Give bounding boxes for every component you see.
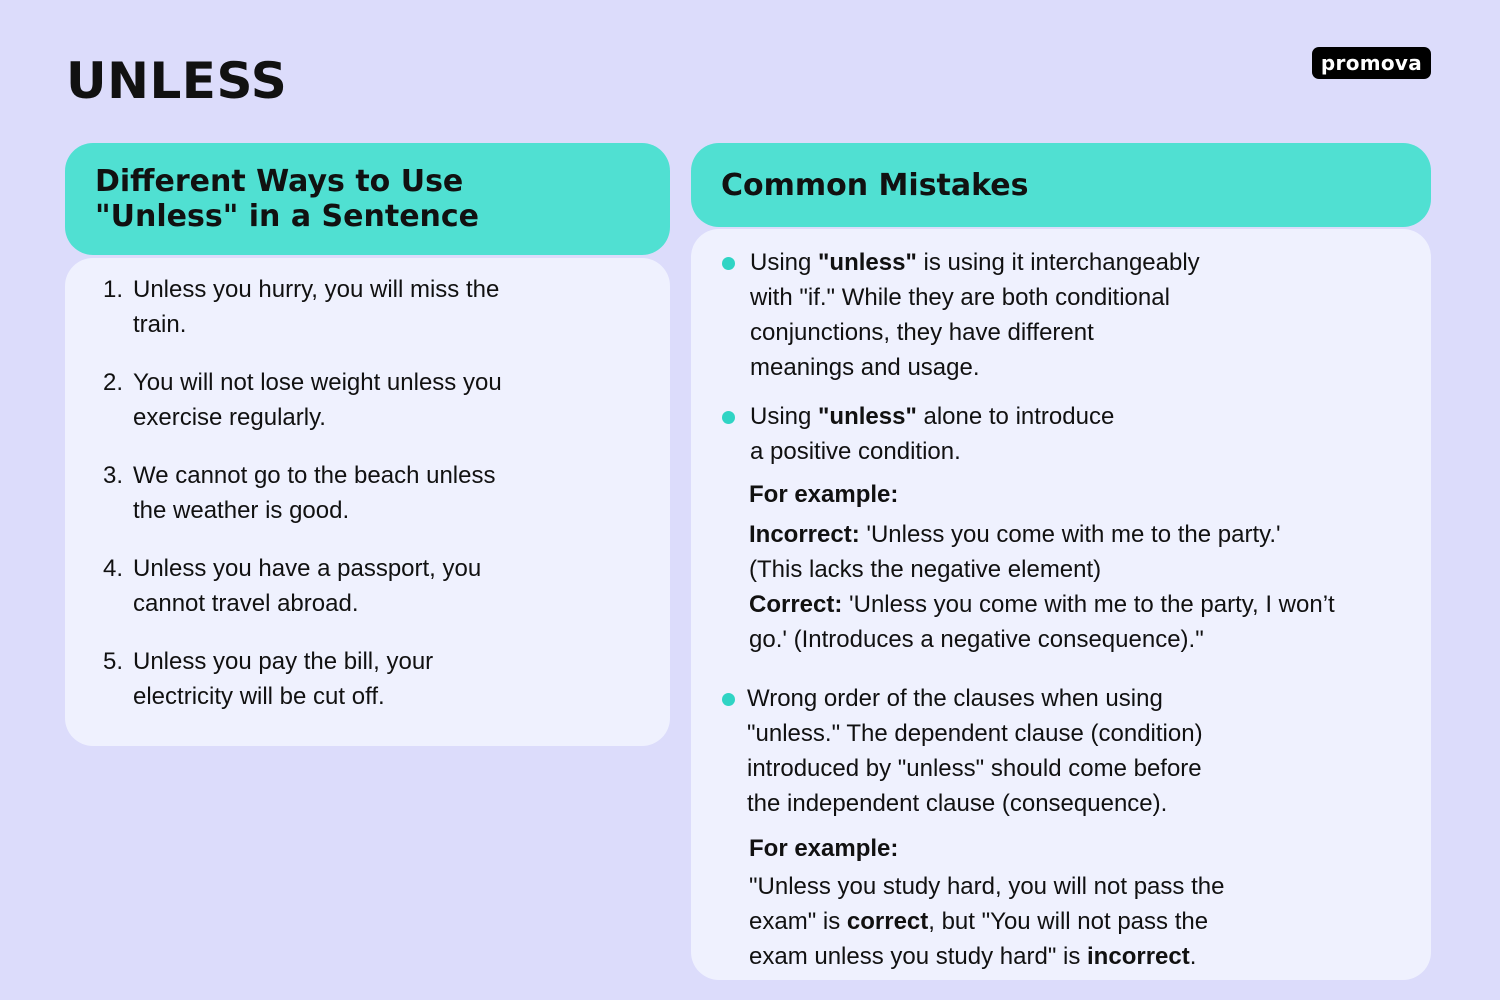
examples-list <box>103 272 583 737</box>
example-line: (This lacks the negative element) <box>749 556 1102 583</box>
correct-label: Correct: <box>749 591 843 618</box>
example-line: Correct: 'Unless you come with me to the party, I won’t <box>749 591 1335 618</box>
left-section-card <box>65 258 670 746</box>
left-section-heading <box>65 143 670 255</box>
bullet-dot-icon <box>722 411 735 424</box>
left-heading-line2: "Unless" in a Sentence <box>95 199 480 234</box>
bullet-line: introduced by "unless" should come before <box>747 755 1202 782</box>
list-number: 4. <box>103 555 124 582</box>
promova-logo: promova <box>1312 47 1431 79</box>
example-line: "Unless you study hard, you will not pass the <box>749 873 1225 900</box>
example-line: exam unless you study hard" is incorrect. <box>749 943 1197 970</box>
bullet-line: a positive condition. <box>750 438 961 465</box>
list-item <box>103 458 583 528</box>
bullet-line: conjunctions, they have different <box>750 319 1094 346</box>
page-title: UNLESS <box>66 52 288 110</box>
example-line: Incorrect: 'Unless you come with me to the party.' <box>749 521 1281 548</box>
bold-term: "unless" <box>818 249 917 276</box>
bullet-line: the independent clause (consequence). <box>747 790 1168 817</box>
bullet-line: Using "unless" alone to introduce <box>750 403 1115 430</box>
left-heading-line1: Different Ways to Use <box>95 164 464 199</box>
list-item-line: electricity will be cut off. <box>133 683 385 710</box>
list-number: 1. <box>103 276 124 303</box>
list-item-line: Unless you pay the bill, your <box>133 648 434 675</box>
right-section-heading: Common Mistakes <box>691 143 1431 227</box>
list-item-line: the weather is good. <box>133 497 350 524</box>
bullet-line: Using "unless" is using it interchangeably <box>750 249 1200 276</box>
list-item-line: cannot travel abroad. <box>133 590 359 617</box>
example-2-body <box>749 869 1309 974</box>
bullet-line: Wrong order of the clauses when using <box>747 685 1163 712</box>
list-number: 2. <box>103 369 124 396</box>
example-1-body <box>749 517 1409 657</box>
list-item <box>103 365 583 435</box>
bullet-dot-icon <box>722 693 735 706</box>
list-item <box>103 272 583 342</box>
example-line: exam" is correct, but "You will not pass the <box>749 908 1209 935</box>
list-item-line: train. <box>133 311 187 338</box>
list-number: 5. <box>103 648 124 675</box>
mistake-bullet-3 <box>722 681 1282 821</box>
bullet-line: meanings and usage. <box>750 354 980 381</box>
bullet-line: with "if." While they are both conditional <box>750 284 1170 311</box>
bullet-dot-icon <box>722 257 735 270</box>
example-label: For example: <box>749 835 899 862</box>
list-item-line: We cannot go to the beach unless <box>133 462 496 489</box>
mistake-bullet-1 <box>722 245 1282 385</box>
list-item-line: You will not lose weight unless you <box>133 369 502 396</box>
list-item <box>103 551 583 621</box>
bullet-line: "unless." The dependent clause (condition) <box>747 720 1203 747</box>
list-item <box>103 644 583 714</box>
list-item-line: Unless you hurry, you will miss the <box>133 276 500 303</box>
example-label: For example: <box>749 481 899 508</box>
example-line: go.' (Introduces a negative consequence)." <box>749 626 1204 653</box>
mistake-bullet-2 <box>722 399 1282 469</box>
incorrect-label: Incorrect: <box>749 521 860 548</box>
list-number: 3. <box>103 462 124 489</box>
bold-term: "unless" <box>818 403 917 430</box>
list-item-line: exercise regularly. <box>133 404 326 431</box>
list-item-line: Unless you have a passport, you <box>133 555 482 582</box>
